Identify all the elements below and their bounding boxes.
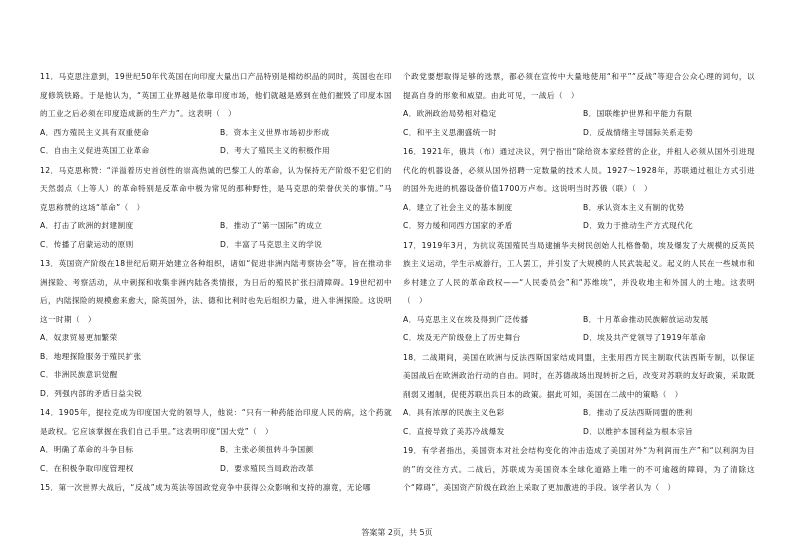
answer-option: B．资本主义世界市场初步形成 xyxy=(220,127,330,137)
answer-option: C．努力缓和同西方国家的矛盾 xyxy=(403,221,513,230)
answer-option: C．在积极争取印度管理权 xyxy=(40,463,134,473)
option-list xyxy=(403,105,755,142)
question-block xyxy=(403,68,755,142)
question-block xyxy=(40,479,392,498)
answer-option: B．十月革命推动民族解放运动发展 xyxy=(583,314,709,324)
left-column xyxy=(40,68,392,499)
answer-option: C．和平主义思潮盛统一时 xyxy=(403,127,497,137)
option-list xyxy=(403,199,755,236)
answer-option: C．自由主义促进英国工业革命 xyxy=(40,146,150,155)
answer-option: A．建立了社会主义的基本制度 xyxy=(403,202,513,212)
option-list xyxy=(403,404,755,441)
answer-option: D．丰富了马克思主义的学说 xyxy=(220,239,323,249)
option-list xyxy=(40,441,392,478)
answer-option: D．反战情绪主导国际关系走势 xyxy=(583,127,694,137)
option-list xyxy=(40,124,392,161)
answer-option: B．国联维护世界和平能力有限 xyxy=(583,109,693,118)
question-stem: 13．英国资产阶级在18世纪后期开始建立各种组织，诸如“促进非洲内陆考察协会”等，旨在推动非洲探险、考察活动，从中刺探和收集非洲内陆各类情报，为日后的殖民扩张扫清障碍。19世纪初中后，内陆探险的规模愈来愈大，除英国外，法、德和比利时也先后组织力量，进入非洲探险。这说明这一时期（ ） xyxy=(40,259,392,324)
answer-option: D．列强内部的矛盾日益尖锐 xyxy=(40,388,143,398)
right-column xyxy=(403,68,755,499)
answer-option: A．欧洲政治局势相对稳定 xyxy=(403,109,497,118)
question-stem: 14．1905年，提拉克成为印度国大党的领导人，他说：“只有一种药能治印度人民的病，这个药就是政权。它应该掌握在我们自己手里。”这表明印度“国大党”（ ） xyxy=(40,408,392,436)
question-stem: 个政党要想取得足够的选票，都必须在宣传中大量地使用“和平”“反战”等迎合公众心理的词句，以提高自身的形象和威望。由此可见，一战后（ ） xyxy=(403,72,755,100)
answer-option: D．考大了殖民主义的积极作用 xyxy=(220,146,331,155)
question-stem: 12．马克思称赞：“洋溢着历史首创性的崇高热诚的巴黎工人的革命，认为保持无产阶级不犯它们的天然弱点（上等人）的革命特别是反革命中极为常见的那种野性，是马克思的荣誉伏关的事情。”马克思称赞的这场“革命”（ ） xyxy=(40,165,392,212)
answer-option: D．埃及共产党领导了1919年革命 xyxy=(583,333,707,342)
answer-option: B．推动了反法西斯同盟的胜利 xyxy=(583,408,693,417)
answer-option: C．埃及无产阶级登上了历史舞台 xyxy=(403,333,521,342)
answer-option: D．以维护本国利益为根本宗旨 xyxy=(583,426,694,436)
answer-option: B．地理探险服务于殖民扩张 xyxy=(40,351,142,361)
answer-option: C．传播了启蒙运动的原则 xyxy=(40,239,134,249)
answer-option: A．明确了革命的斗争目标 xyxy=(40,445,134,454)
question-block xyxy=(403,349,755,442)
question-block xyxy=(40,68,392,161)
question-stem: 17．1919年3月，为抗议英国殖民当局逮捕华夫树民创始人扎格鲁勒，埃及爆发了大规模的反英民族主义运动，学生示威游行，工人罢工，并引发了大规模的人民武装起义。起义的人民在一些城市和乡村建立了人民的革命政权——“人民委员会”和“苏维埃”，并没收地主和外国人的土地。这表明（ ） xyxy=(403,240,755,305)
question-stem: 16．1921年，俄共（布）通过决议，列宁指出“除给资本家经营的企业，并租人必须从国外引进现代化的机器设备，必须从国外招聘一定数量的技术人员。1927～1928年，苏联通过租让方式引进的国外先进的机器设备价值1700万卢布。这说明当时苏俄（联）（ ） xyxy=(403,147,755,193)
answer-option: B．推动了“第一国际”的成立 xyxy=(220,221,323,230)
question-stem: 19．有学者指出，美国资本对社会结构变化的冲击造成了美国对外“为利润而生产”和“以利润为目的”的交往方式。二战后，苏联成为美国资本全球化道路上唯一的不可逾越的障碍，为了清除这个“障碍”，美国资产阶级在政治上采取了更加激进的手段。该学者认为（ ） xyxy=(403,446,755,492)
option-list xyxy=(40,329,392,403)
question-block xyxy=(403,442,755,498)
answer-option: C．非洲民族意识觉醒 xyxy=(40,370,118,379)
question-block xyxy=(40,404,392,478)
question-block xyxy=(403,143,755,236)
answer-option: D．致力于推动生产方式现代化 xyxy=(583,221,694,230)
answer-option: A．西方殖民主义具有双重使命 xyxy=(40,127,150,137)
question-block xyxy=(40,255,392,403)
answer-option: D．要求殖民当局政治改革 xyxy=(220,463,315,473)
answer-option: A．奴隶贸易更加繁荣 xyxy=(40,333,118,342)
answer-option: B．承认资本主义有制的优势 xyxy=(583,202,685,212)
question-block xyxy=(40,162,392,255)
answer-option: A．具有浓厚的民族主义色彩 xyxy=(403,408,505,417)
option-list xyxy=(40,217,392,254)
option-list xyxy=(403,311,755,348)
answer-option: C．直接导致了美苏冷战爆发 xyxy=(403,426,505,436)
question-stem: 11．马克思注意到，19世纪50年代英国在向印度大量出口产品特别是棉纺织品的同时，英国也在印度修筑铁路。于是他认为，“英国工业界越是依靠印度市场，他们就越是感到在他们摧毁了印度本国的工业之后必须在印度造成新的生产力”。这表明（ ） xyxy=(40,72,392,118)
answer-option: A．马克思主义在埃及得到广泛传播 xyxy=(403,314,529,324)
page-footer: 答案第 2页，共 5页 xyxy=(361,528,433,537)
question-block xyxy=(403,237,755,348)
answer-option: A．打击了欧洲的封建制度 xyxy=(40,221,134,230)
answer-option: B．主张必须扭转斗争国颜 xyxy=(220,445,314,454)
question-stem: 15．第一次世界大战后，“反战”成为英法等国政党竞争中获得公众影响和支持的凛竟，无论哪 xyxy=(40,483,371,492)
question-stem: 18．二战期间，美国在欧洲与反法西斯国家结成同盟，主张用西方民主制取代法西斯专制，以保证美国战后在欧洲政治行动的自由。同时，在苏德战场出现转折之后，改变对苏联的友好政策，采取既削弱又遏制，促使苏联出兵日本的政策。据此可知，美国在二战中的策略（ ） xyxy=(403,352,755,399)
